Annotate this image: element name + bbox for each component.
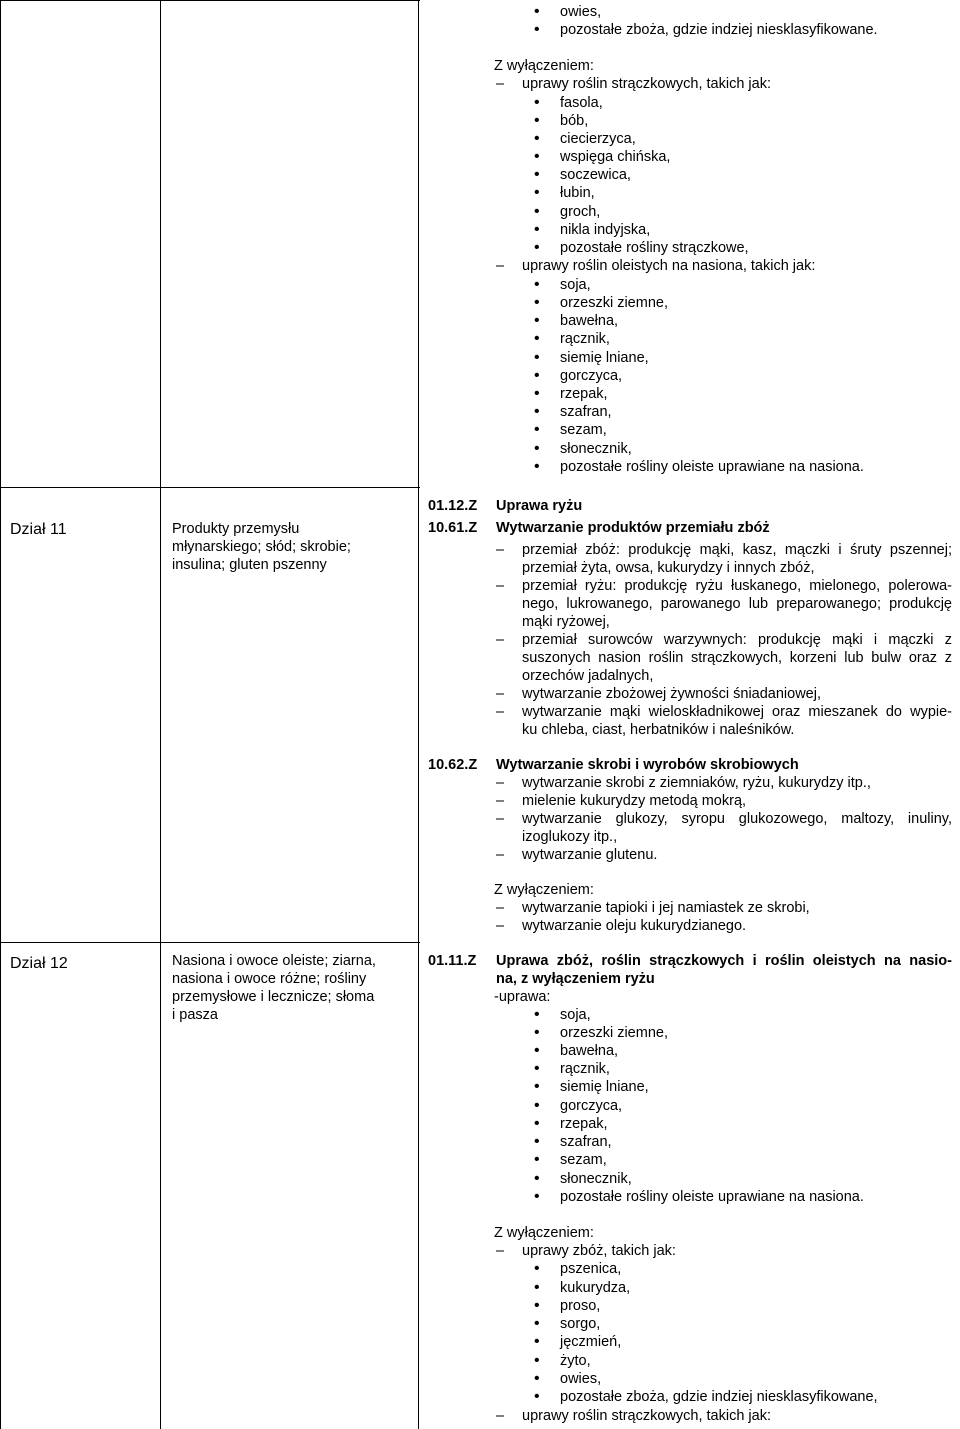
- list-item: • rącznik,: [560, 330, 610, 348]
- list-item: • szafran,: [560, 403, 612, 421]
- dash-item-cont: nego, lukrowanego, parowanego lub preparowanego; produkcję: [522, 596, 952, 612]
- list-item: • owies,: [560, 1370, 601, 1388]
- dash-item-cont: suszonych nasion roślin strączkowych, korzeni lub bulw oraz z: [522, 650, 952, 666]
- list-item: • sezam,: [560, 421, 607, 439]
- dash-item: – wytwarzanie tapioki i jej namiastek ze skrobi,: [522, 899, 810, 917]
- dash-item: – wytwarzanie skrobi z ziemniaków, ryżu, kukurydzy itp.,: [522, 774, 871, 792]
- dash-item: – mielenie kukurydzy metodą mokrą,: [522, 792, 746, 810]
- list-item: • bawełna,: [560, 312, 618, 330]
- list-item: • rzepak,: [560, 1115, 608, 1133]
- row-divider-3: [0, 942, 420, 943]
- list-item: • rącznik,: [560, 1060, 610, 1078]
- exclusion-label: Z wyłączeniem:: [494, 882, 594, 898]
- dash-item: – uprawy roślin strączkowych, takich jak:: [522, 75, 771, 93]
- list-item: • owies,: [560, 3, 601, 21]
- list-item: • pozostałe rośliny oleiste uprawiane na nasiona.: [560, 458, 864, 476]
- pkd-code: 10.62.Z: [428, 757, 478, 773]
- pkd-code: 01.11.Z: [428, 953, 477, 969]
- products-line: młynarskiego; słód; skrobie;: [172, 539, 351, 555]
- list-item: • żyto,: [560, 1352, 591, 1370]
- list-item: • słonecznik,: [560, 440, 632, 458]
- products-line: nasiona i owoce różne; rośliny: [172, 971, 367, 987]
- exclusion-label: Z wyłączeniem:: [494, 1225, 594, 1241]
- pkd-code: 01.12.Z: [428, 498, 478, 514]
- products-line: Produkty przemysłu: [172, 521, 300, 537]
- column-divider-1: [160, 0, 161, 1429]
- list-item: • wspięga chińska,: [560, 148, 670, 166]
- list-item: • groch,: [560, 203, 600, 221]
- dash-item-cont: izoglukozy itp.,: [522, 829, 618, 845]
- list-item: • gorczyca,: [560, 367, 622, 385]
- list-item: • nikla indyjska,: [560, 221, 650, 239]
- list-item: • fasola,: [560, 94, 603, 112]
- list-item: • kukurydza,: [560, 1279, 630, 1297]
- dash-item: – wytwarzanie oleju kukurydzianego.: [522, 917, 746, 935]
- dash-item: – wytwarzanie mąki wieloskładnikowej oraz mieszanek do wypie-: [522, 703, 952, 721]
- section-label: Dział 12: [10, 955, 68, 972]
- dash-item-cont: orzechów jadalnych,: [522, 668, 654, 684]
- pkd-title: Wytwarzanie produktów przemiału zbóż: [496, 520, 770, 536]
- list-item: • gorczyca,: [560, 1097, 622, 1115]
- pkd-code: 10.61.Z: [428, 520, 478, 536]
- column-divider-2: [418, 0, 419, 1429]
- dash-item: – przemiał zbóż: produkcję mąki, kasz, mączki i śruty pszennej;: [522, 541, 952, 559]
- row-divider-2: [0, 487, 420, 488]
- list-item: • rzepak,: [560, 385, 608, 403]
- list-item: • soja,: [560, 1006, 591, 1024]
- dash-item: – uprawy roślin oleistych na nasiona, takich jak:: [522, 257, 815, 275]
- dash-item: – wytwarzanie glukozy, syropu glukozowego, maltozy, inuliny,: [522, 810, 952, 828]
- exclusion-label: Z wyłączeniem:: [494, 58, 594, 74]
- list-item: • pozostałe rośliny strączkowe,: [560, 239, 749, 257]
- list-item: • jęczmień,: [560, 1333, 621, 1351]
- list-item: • łubin,: [560, 184, 595, 202]
- list-item: • soczewica,: [560, 166, 631, 184]
- list-item: • orzeszki ziemne,: [560, 294, 668, 312]
- pkd-title-cont: na, z wyłączeniem ryżu: [496, 971, 655, 987]
- list-item: • pozostałe zboża, gdzie indziej niesklasyfikowane.: [560, 21, 878, 39]
- list-item: • soja,: [560, 276, 591, 294]
- dash-item: – wytwarzanie glutenu.: [522, 846, 657, 864]
- dash-item-cont: ku chleba, ciast, herbatników i naleśników.: [522, 722, 795, 738]
- dash-item: – przemiał ryżu: produkcję ryżu łuskanego, mielonego, polerowa-: [522, 577, 952, 595]
- list-item: • ciecierzyca,: [560, 130, 636, 148]
- list-item: • proso,: [560, 1297, 600, 1315]
- row-divider-1: [0, 0, 420, 1]
- list-item: • sezam,: [560, 1151, 607, 1169]
- dash-item-cont: mąki ryżowej,: [522, 614, 610, 630]
- list-item: • bób,: [560, 112, 588, 130]
- table-border-left: [0, 0, 1, 1429]
- list-item: • pszenica,: [560, 1260, 621, 1278]
- dash-item: – wytwarzanie zbożowej żywności śniadaniowej,: [522, 685, 821, 703]
- dash-item: – uprawy roślin strączkowych, takich jak:: [522, 1407, 771, 1425]
- list-item: • siemię lniane,: [560, 1078, 649, 1096]
- products-line: przemysłowe i lecznicze; słoma: [172, 989, 375, 1005]
- dash-item: – przemiał surowców warzywnych: produkcję mąki i mączki z: [522, 631, 952, 649]
- list-item: • sorgo,: [560, 1315, 600, 1333]
- pkd-title: Wytwarzanie skrobi i wyrobów skrobiowych: [496, 757, 799, 773]
- products-line: i pasza: [172, 1007, 218, 1023]
- list-item: • bawełna,: [560, 1042, 618, 1060]
- section-label: Dział 11: [10, 521, 67, 538]
- list-item: • pozostałe zboża, gdzie indziej niesklasyfikowane,: [560, 1388, 878, 1406]
- products-line: insulina; gluten pszenny: [172, 557, 327, 573]
- list-item: • pozostałe rośliny oleiste uprawiane na nasiona.: [560, 1188, 864, 1206]
- dash-item: – uprawy zbóż, takich jak:: [522, 1242, 676, 1260]
- dash-item-cont: przemiał żyta, owsa, kukurydzy i innych zbóż,: [522, 560, 815, 576]
- uprawa-label: -uprawa:: [494, 989, 551, 1005]
- products-line: Nasiona i owoce oleiste; ziarna,: [172, 953, 376, 969]
- pkd-title: Uprawa ryżu: [496, 498, 583, 514]
- list-item: • szafran,: [560, 1133, 612, 1151]
- list-item: • orzeszki ziemne,: [560, 1024, 668, 1042]
- pkd-title: Uprawa zbóż, roślin strączkowych i roślin oleistych na nasio-: [496, 953, 952, 969]
- list-item: • słonecznik,: [560, 1170, 632, 1188]
- list-item: • siemię lniane,: [560, 349, 649, 367]
